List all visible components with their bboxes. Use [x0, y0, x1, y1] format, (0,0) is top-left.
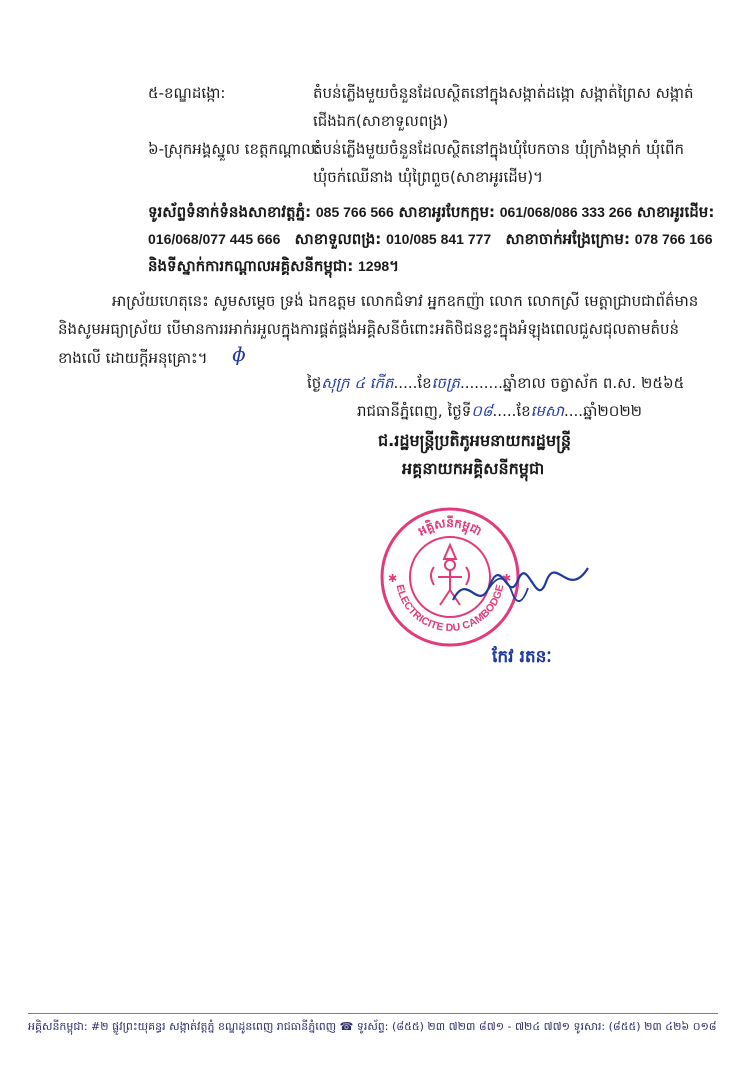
solar-mid: ខែ — [516, 402, 531, 420]
seal-star-left: ✱ — [388, 572, 398, 585]
hotline-label: និងទីស្នាក់ការកណ្ដាលអគ្គិសនីកម្ពុជា: — [148, 257, 354, 275]
solar-suffix: ឆ្នាំ២០២២ — [583, 402, 643, 420]
solar-month: មេសា — [530, 402, 564, 420]
contacts-line2 — [148, 230, 713, 252]
phone-toulpongro: 010/085 841 777 — [386, 231, 492, 247]
branch-6-label: ៦-ស្រុកអង្គស្នួល ខេត្តកណ្ដាល: — [148, 140, 321, 158]
body-line1: អាស្រ័យហេតុនេះ សូមសម្ដេច ទ្រង់ ឯកឧត្ដម លោកជំទាវ អ្នកឧកញ៉ា លោក លោកស្រី មេត្តាជ្រាបជាព័ត៌មាន — [112, 292, 699, 310]
phone-chakangre: 078 766 166 — [634, 231, 713, 247]
hotline-number: 1298 — [358, 258, 390, 274]
branch-5-text-line1: តំបន់ភ្លើងមួយចំនួនដែលស្ថិតនៅក្នុងសង្កាត់ដង្កោ សង្កាត់ព្រៃស សង្កាត់ — [313, 84, 694, 102]
solar-prefix: រាជធានីភ្នំពេញ, ថ្ងៃទី — [357, 402, 472, 420]
contacts-line1 — [148, 203, 714, 225]
body-line3: ខាងលើ ដោយក្ដីអនុគ្រោះ។ — [58, 349, 208, 367]
branch-5-text-line2: ជើងឯក(សាខាទួលពង្រ) — [313, 112, 449, 130]
lunar-date-line: ថ្ងៃសុក្រ ៤ កើត.....ខែចេត្រ.........ឆ្នាំខាល ចត្វាស័ក ព.ស. ២៥៦៥ — [307, 374, 685, 392]
branch-6-text-line2: ឃុំចក់ឈើនាង ឃុំព្រៃពួច(សាខាអូរដើម)។ — [313, 168, 544, 186]
branch-5-label: ៥-ខណ្ឌដង្កោ: — [148, 84, 226, 102]
contacts-line3: និងទីស្នាក់ការកណ្ដាលអគ្គិសនីកម្ពុជា: 1298។ — [148, 257, 400, 275]
seal-text-top: អគ្គិសនីកម្ពុជា — [415, 516, 485, 539]
signatory-title-2: អគ្គនាយកអគ្គិសនីកម្ពុជា — [402, 459, 545, 478]
svg-text:អគ្គិសនីកម្ពុជា — [415, 515, 484, 539]
seal-text-bottom: ELECTRICITE DU CAMBODGE — [393, 583, 507, 635]
handwritten-mark: ɸ — [232, 342, 246, 366]
signatory-title-1: ជ.រដ្ឋមន្ត្រីប្រតិភូអមនាយករដ្ឋមន្ត្រី — [378, 431, 572, 450]
lunar-month: ចេត្រ — [431, 374, 460, 392]
solar-date-line: រាជធានីភ្នំពេញ, ថ្ងៃទី០៨.....ខែមេសា....ឆ្នាំ២០២២ — [357, 402, 643, 420]
signature-scribble — [448, 560, 593, 620]
phone-ordeum: 016/068/077 445 666 — [148, 231, 281, 247]
lunar-suffix: ឆ្នាំខាល ចត្វាស័ក ព.ស. ២៥៦៥ — [502, 374, 685, 392]
lunar-prefix: ថ្ងៃ — [307, 374, 322, 392]
seal-star-right: ✱ — [502, 572, 512, 585]
lunar-mid: ខែ — [417, 374, 432, 392]
phone-orbaekkorm: 061/068/086 333 266 — [499, 204, 633, 220]
footer — [28, 1020, 717, 1036]
footer-phone-icon: ☎ — [339, 1020, 354, 1033]
branch-6-text-line1: តំបន់ភ្លើងមួយចំនួនដែលស្ថិតនៅក្នុងឃុំបែកចាន ឃុំក្រាំងម្កាក់ ឃុំពើក — [313, 140, 685, 158]
footer-address: អគ្គិសនីកម្ពុជា: #២ ផ្លូវព្រះយុគន្ធរ សង្កាត់វត្តភ្នំ ខណ្ឌដូនពេញ រាជធានីភ្នំពេញ — [28, 1020, 337, 1033]
label-chakangre: សាខាចាក់អង្រែក្រោម: — [505, 230, 630, 248]
footer-divider — [28, 1013, 718, 1014]
signatory-name: កែវ រតនៈ — [492, 647, 552, 667]
lunar-day: សុក្រ ៤ កើត — [321, 374, 394, 392]
body-line2: និងសូមអធ្យាស្រ័យ បើមានការរអាក់រអួលក្នុងការផ្គត់ផ្គង់អគ្គិសនីចំពោះអតិថិជនខ្លះក្នុងអំឡុងពេលជួសជុលតាមតំបន់ — [58, 320, 680, 338]
label-ordeum: សាខាអូរដើម: — [636, 203, 715, 221]
solar-day: ០៨ — [471, 402, 493, 420]
label-orbaekkorm: សាខាអូរបែកក្អម: — [398, 203, 495, 221]
phone-wattphnom: 085 766 566 — [315, 204, 394, 220]
label-toulpongro: សាខាទួលពង្រ: — [294, 230, 382, 248]
contacts-intro: ទូរស័ព្ទទំនាក់ទំនងសាខាវត្តភ្នំ: — [148, 203, 312, 221]
footer-phone: ទូរស័ព្ទ: (៨៥៥) ២៣ ៧២៣ ៨៧១ - ៧២៤ ៧៧១ ទូរសារ: (៨៥៥) ២៣ ៤២៦ ០១៨ — [356, 1020, 717, 1033]
